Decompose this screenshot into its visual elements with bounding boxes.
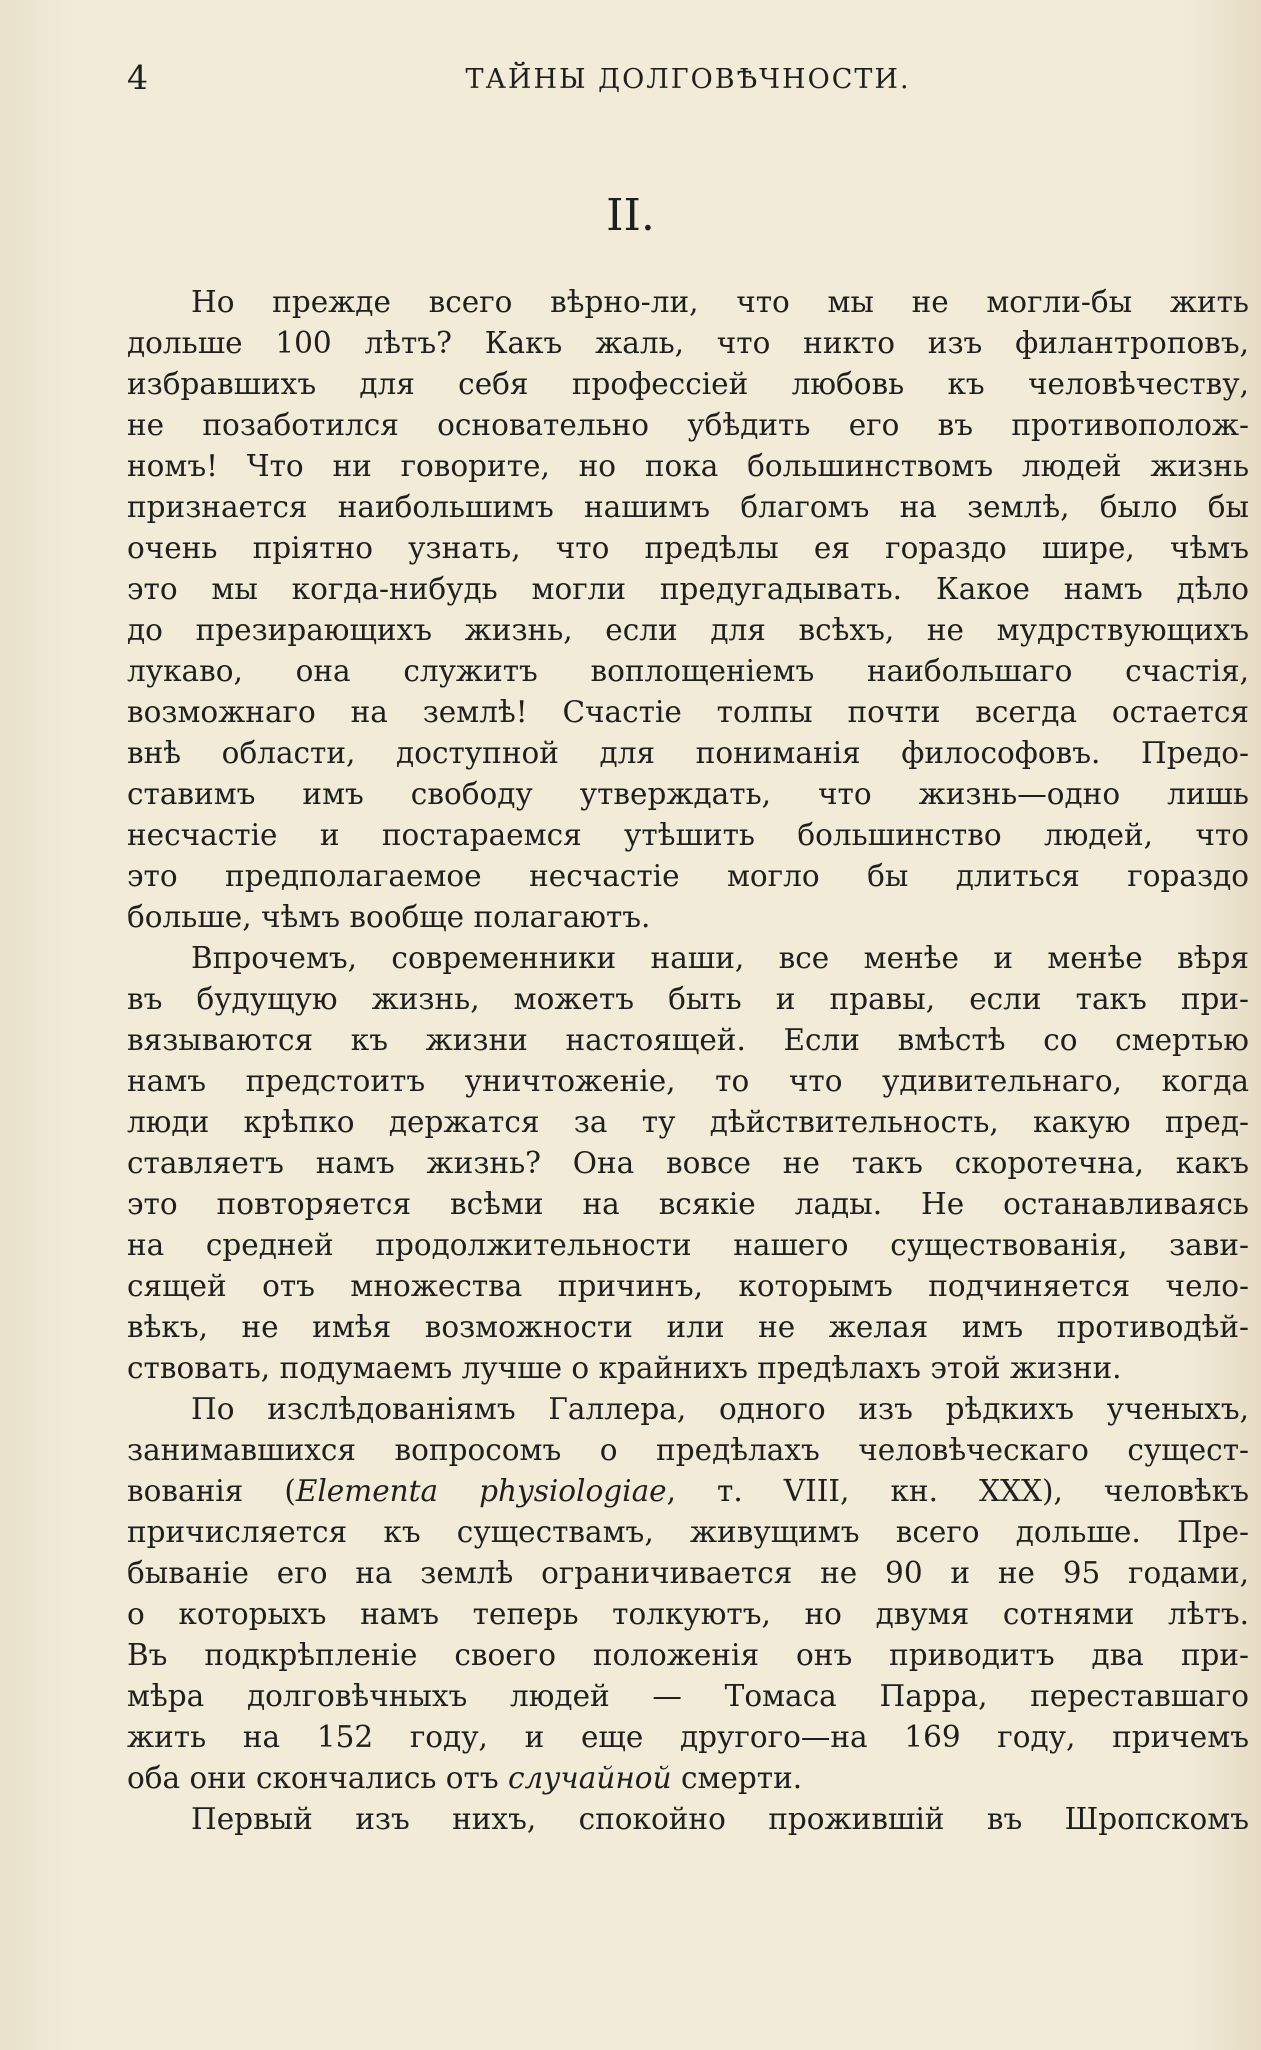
text-line: это предполагаемое несчастіе могло бы длиться гораздо xyxy=(127,859,1249,893)
text-line: Впрочемъ, современники наши, все менѣе и менѣе вѣря xyxy=(191,941,1249,975)
text-line: ставимъ имъ свободу утверждать, что жизнь—одно лишь xyxy=(127,777,1249,811)
text-line: намъ предстоитъ уничтоженіе, то что удивительнаго, когда xyxy=(127,1064,1249,1098)
page-number: 4 xyxy=(127,58,148,97)
text-line: не позаботился основательно убѣдить его въ противополож- xyxy=(127,408,1249,442)
text-line: ствовать, подумаемъ лучше о крайнихъ предѣлахъ этой жизни. xyxy=(127,1351,1122,1385)
text-line: внѣ области, доступной для пониманія философовъ. Предо- xyxy=(127,736,1249,770)
text-line: это мы когда-нибудь могли предугадывать. Какое намъ дѣло xyxy=(127,572,1249,606)
text-line: признается наибольшимъ нашимъ благомъ на землѣ, было бы xyxy=(127,490,1249,524)
page-header xyxy=(127,58,1249,98)
text-line: вѣкъ, не имѣя возможности или не желая имъ противодѣй- xyxy=(127,1310,1249,1344)
text-run: смерти. xyxy=(671,1761,803,1795)
section-heading: II. xyxy=(606,190,655,241)
text-line: въ будущую жизнь, можетъ быть и правы, если такъ при- xyxy=(127,982,1249,1016)
text-line: жить на 152 году, и еще другого—на 169 году, причемъ xyxy=(127,1720,1249,1754)
book-title-citation: Elementa physiologiae xyxy=(295,1474,667,1508)
text-line: мѣра долговѣчныхъ людей — Томаса Парра, переставшаго xyxy=(127,1679,1249,1713)
text-line: занимавшихся вопросомъ о предѣлахъ человѣческаго сущест- xyxy=(127,1433,1249,1467)
text-line: больше, чѣмъ вообще полагаютъ. xyxy=(127,900,651,934)
text-line: Но прежде всего вѣрно-ли, что мы не могли-бы жить xyxy=(191,285,1249,319)
text-run: оба они скончались отъ xyxy=(127,1761,509,1795)
running-title: ТАЙНЫ ДОЛГОВѢЧНОСТИ. xyxy=(465,64,911,95)
text-line: вязываются къ жизни настоящей. Если вмѣстѣ со смертью xyxy=(127,1023,1249,1057)
text-line: несчастіе и постараемся утѣшить большинство людей, что xyxy=(127,818,1249,852)
emphasized-word: случайной xyxy=(508,1761,672,1795)
text-line: это повторяется всѣми на всякіе лады. Не останавливаясь xyxy=(127,1187,1249,1221)
text-line: сящей отъ множества причинъ, которымъ подчиняется чело- xyxy=(127,1269,1249,1303)
text-line: на средней продолжительности нашего существованія, зави- xyxy=(127,1228,1249,1262)
text-line: причисляется къ существамъ, живущимъ всего дольше. Пре- xyxy=(127,1515,1249,1549)
text-line: о которыхъ намъ теперь толкуютъ, но двумя сотнями лѣтъ. xyxy=(127,1597,1249,1631)
text-line xyxy=(127,1471,1249,1512)
text-run: вованія ( xyxy=(127,1474,296,1508)
text-line: ставляетъ намъ жизнь? Она вовсе не такъ скоротечна, какъ xyxy=(127,1146,1249,1180)
text-line: избравшихъ для себя профессіей любовь къ человѣчеству, xyxy=(127,367,1249,401)
text-line: дольше 100 лѣтъ? Какъ жаль, что никто изъ филантроповъ, xyxy=(127,326,1249,360)
text-line: Въ подкрѣпленіе своего положенія онъ приводитъ два при- xyxy=(127,1638,1249,1672)
body-text xyxy=(127,282,1249,1840)
text-line: Первый изъ нихъ, спокойно прожившій въ Шропскомъ xyxy=(191,1802,1249,1836)
text-line xyxy=(127,1758,1249,1799)
text-line: По изслѣдованіямъ Галлера, одного изъ рѣдкихъ ученыхъ, xyxy=(191,1392,1249,1426)
text-line: номъ! Что ни говорите, но пока большинствомъ людей жизнь xyxy=(127,449,1249,483)
text-line: до презирающихъ жизнь, если для всѣхъ, не мудрствующихъ xyxy=(127,613,1249,647)
text-line: люди крѣпко держатся за ту дѣйствительность, какую пред- xyxy=(127,1105,1249,1139)
text-line: возможнаго на землѣ! Счастіе толпы почти всегда остается xyxy=(127,695,1249,729)
text-line: бываніе его на землѣ ограничивается не 90 и не 95 годами, xyxy=(127,1556,1249,1590)
text-line: очень пріятно узнать, что предѣлы ея гораздо шире, чѣмъ xyxy=(127,531,1249,565)
text-line: лукаво, она служитъ воплощеніемъ наибольшаго счастія, xyxy=(127,654,1249,688)
text-run: , т. VIII, кн. XXX), человѣкъ xyxy=(666,1474,1249,1508)
